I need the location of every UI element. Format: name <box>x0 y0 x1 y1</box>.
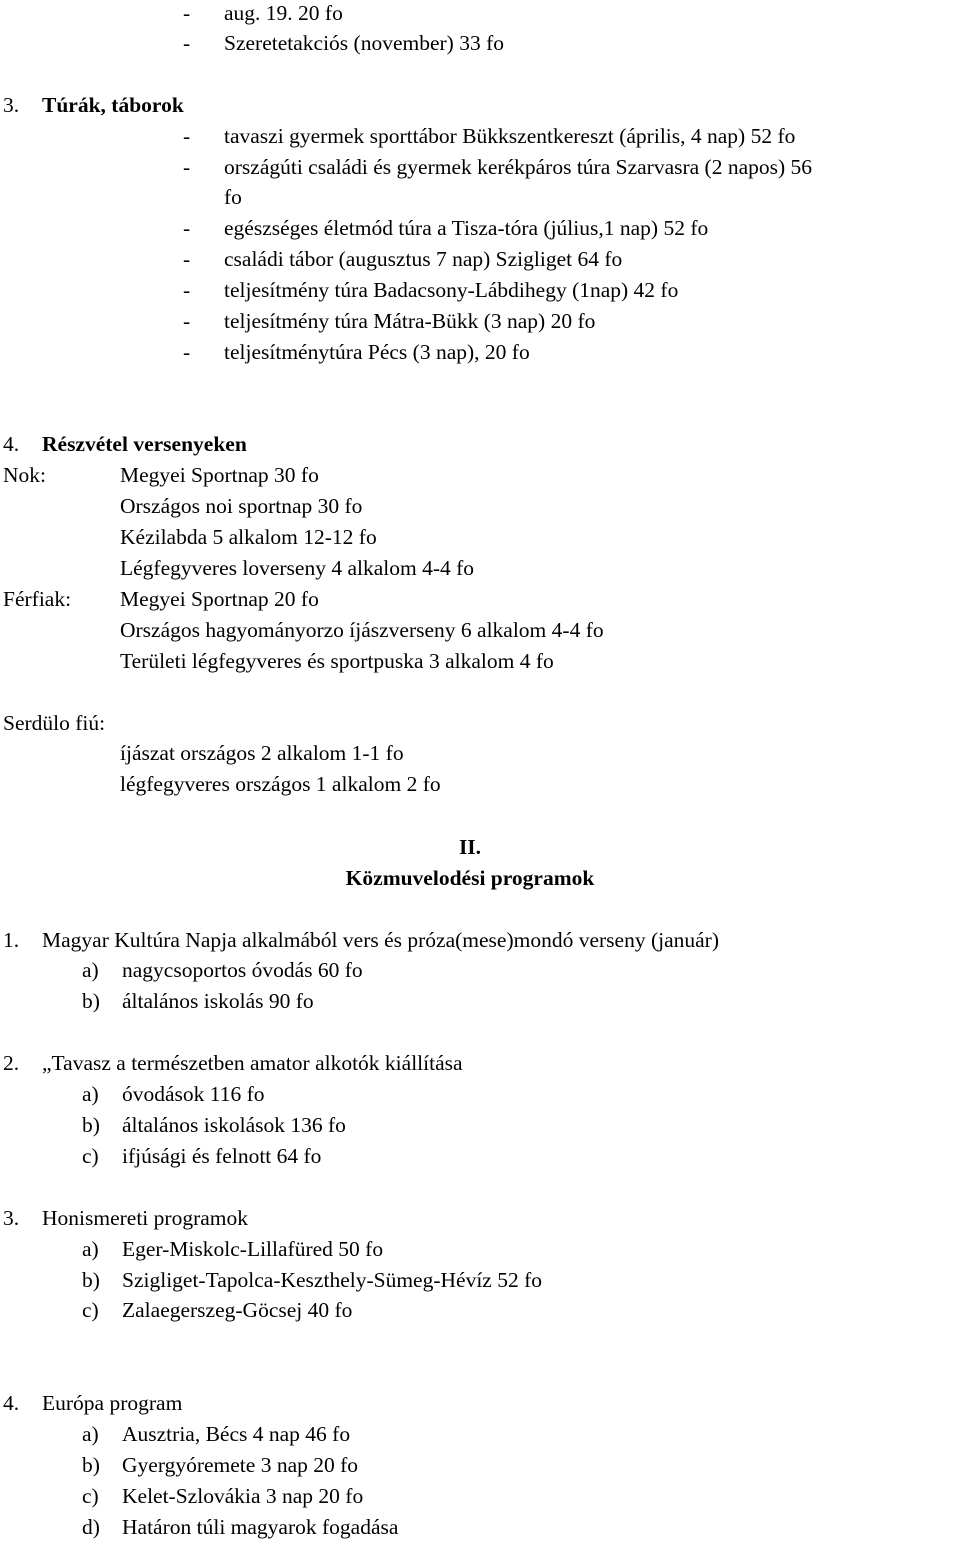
list-item: teljesítménytúra Pécs (3 nap), 20 fo <box>224 340 530 364</box>
list-dash: - <box>183 340 191 364</box>
list-item: teljesítmény túra Mátra-Bükk (3 nap) 20 fo <box>224 309 596 333</box>
sub-item: Zalaegerszeg-Göcsej 40 fo <box>122 1298 353 1322</box>
list-item: tavaszi gyermek sporttábor Bükkszentkereszt (április, 4 nap) 52 fo <box>224 124 796 148</box>
item-number: 1. <box>3 928 20 952</box>
group-label-nok: Nok: <box>3 463 46 487</box>
section-number: 3. <box>3 93 20 117</box>
list-dash: - <box>183 124 191 148</box>
list-dash: - <box>183 1 191 25</box>
section-heading: Részvétel versenyeken <box>42 432 247 456</box>
list-dash: - <box>183 155 191 179</box>
sub-item: ifjúsági és felnott 64 fo <box>122 1144 322 1168</box>
sub-marker: a) <box>82 1237 99 1261</box>
sub-item: Ausztria, Bécs 4 nap 46 fo <box>122 1422 351 1446</box>
list-item: légfegyveres országos 1 alkalom 2 fo <box>120 772 441 796</box>
item-title: Európa program <box>42 1391 183 1415</box>
sub-marker: b) <box>82 989 100 1013</box>
list-item: egészséges életmód túra a Tisza-tóra (július,1 nap) 52 fo <box>224 216 709 240</box>
sub-item: óvodások 116 fo <box>122 1082 265 1106</box>
sub-item: Határon túli magyarok fogadása <box>122 1515 399 1539</box>
list-item: Kézilabda 5 alkalom 12-12 fo <box>120 525 377 549</box>
sub-item: Eger-Miskolc-Lillafüred 50 fo <box>122 1237 384 1261</box>
list-item: családi tábor (augusztus 7 nap) Szigliget 64 fo <box>224 247 623 271</box>
sub-marker: a) <box>82 958 99 982</box>
list-dash: - <box>183 31 191 55</box>
list-item: teljesítmény túra Badacsony-Lábdihegy (1nap) 42 fo <box>224 278 679 302</box>
item-title: „Tavasz a természetben amator alkotók kiállítása <box>42 1051 463 1075</box>
sub-item: Gyergyóremete 3 nap 20 fo <box>122 1453 359 1477</box>
list-dash: - <box>183 247 191 271</box>
sub-item: Szigliget-Tapolca-Keszthely-Sümeg-Hévíz 52 fo <box>122 1268 542 1292</box>
list-item: aug. 19. 20 fo <box>224 1 343 25</box>
item-number: 4. <box>3 1391 20 1415</box>
sub-marker: a) <box>82 1082 99 1106</box>
list-dash: - <box>183 216 191 240</box>
group-label-ferfiak: Férfiak: <box>3 587 72 611</box>
sub-marker: c) <box>82 1144 99 1168</box>
item-number: 2. <box>3 1051 20 1075</box>
group-label-serdulo: Serdülo fiú: <box>3 711 106 735</box>
section-number: 4. <box>3 432 20 456</box>
list-dash: - <box>183 309 191 333</box>
list-item: Országos noi sportnap 30 fo <box>120 494 363 518</box>
part-title: Közmuvelodési programok <box>345 866 595 890</box>
sub-marker: b) <box>82 1268 100 1292</box>
sub-marker: b) <box>82 1113 100 1137</box>
item-title: Magyar Kultúra Napja alkalmából vers és próza(mese)mondó verseny (január) <box>42 928 719 952</box>
part-number: II. <box>458 835 482 859</box>
list-item: Légfegyveres loverseny 4 alkalom 4-4 fo <box>120 556 475 580</box>
sub-item: Kelet-Szlovákia 3 nap 20 fo <box>122 1484 364 1508</box>
list-item: Megyei Sportnap 20 fo <box>120 587 319 611</box>
sub-item: általános iskolások 136 fo <box>122 1113 346 1137</box>
sub-item: nagycsoportos óvodás 60 fo <box>122 958 363 982</box>
list-item: íjászat országos 2 alkalom 1-1 fo <box>120 741 404 765</box>
list-item: országúti családi és gyermek kerékpáros túra Szarvasra (2 napos) 56 <box>224 155 813 179</box>
list-item: Megyei Sportnap 30 fo <box>120 463 319 487</box>
sub-item: általános iskolás 90 fo <box>122 989 314 1013</box>
list-item: fo <box>224 185 242 209</box>
sub-marker: d) <box>82 1515 100 1539</box>
item-title: Honismereti programok <box>42 1206 248 1230</box>
section-heading: Túrák, táborok <box>42 93 184 117</box>
sub-marker: c) <box>82 1484 99 1508</box>
list-item: Területi légfegyveres és sportpuska 3 alkalom 4 fo <box>120 649 554 673</box>
list-item: Szeretetakciós (november) 33 fo <box>224 31 504 55</box>
list-dash: - <box>183 278 191 302</box>
sub-marker: b) <box>82 1453 100 1477</box>
item-number: 3. <box>3 1206 20 1230</box>
sub-marker: a) <box>82 1422 99 1446</box>
sub-marker: c) <box>82 1298 99 1322</box>
list-item: Országos hagyományorzo íjászverseny 6 alkalom 4-4 fo <box>120 618 604 642</box>
